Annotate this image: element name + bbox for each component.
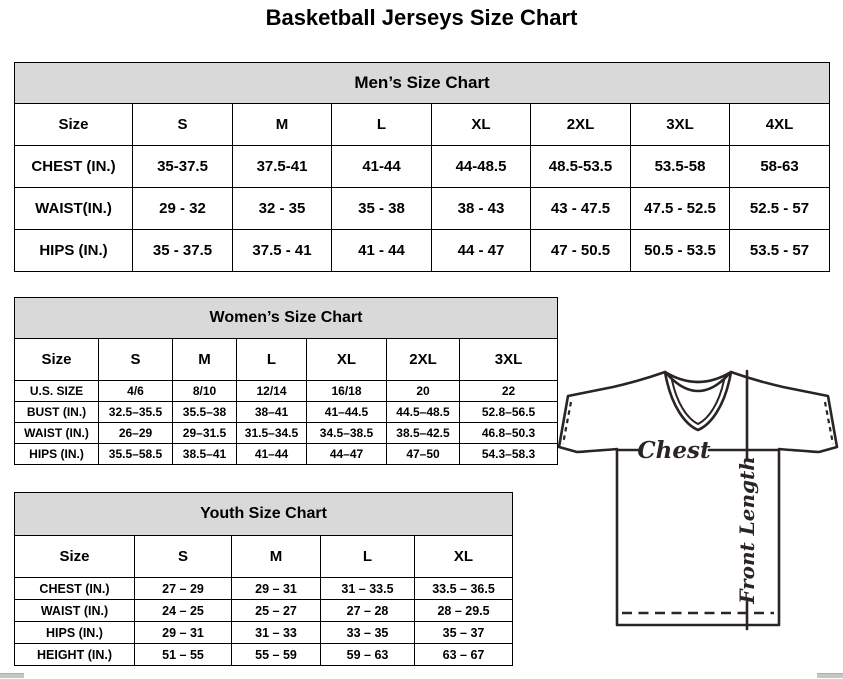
- mens-size-header: Size: [15, 104, 133, 146]
- mens-waist-cell: 35 - 38: [332, 188, 432, 230]
- womens-hips-cell: 41–44: [237, 444, 307, 465]
- mens-waist-cell: 38 - 43: [432, 188, 531, 230]
- mens-chest-cell: 41-44: [332, 146, 432, 188]
- womens-size-header: Size: [15, 339, 99, 381]
- womens-col-header-m: M: [173, 339, 237, 381]
- womens-hips-cell: 35.5–58.5: [99, 444, 173, 465]
- youth-height-cell: 51 – 55: [135, 644, 232, 666]
- chest-measure-label: Chest: [637, 437, 711, 464]
- mens-col-header-s: S: [133, 104, 233, 146]
- womens-waist-cell: 31.5–34.5: [237, 423, 307, 444]
- womens-row-label-hips: HIPS (IN.): [15, 444, 99, 465]
- womens-ussize-cell: 16/18: [307, 381, 387, 402]
- youth-size-table: [14, 492, 513, 666]
- mens-row-label-chest: CHEST (IN.): [15, 146, 133, 188]
- womens-ussize-cell: 8/10: [173, 381, 237, 402]
- mens-table-title: Men’s Size Chart: [15, 63, 830, 104]
- youth-waist-cell: 25 – 27: [232, 600, 321, 622]
- mens-col-header-xl: XL: [432, 104, 531, 146]
- womens-waist-row: [15, 423, 558, 444]
- horizontal-scrollbar-thumb-right[interactable]: [817, 673, 843, 678]
- mens-row-label-hips: HIPS (IN.): [15, 230, 133, 272]
- mens-chest-cell: 44-48.5: [432, 146, 531, 188]
- womens-bust-cell: 32.5–35.5: [99, 402, 173, 423]
- mens-hips-cell: 50.5 - 53.5: [631, 230, 730, 272]
- front-length-measure-label: Front Length: [735, 456, 759, 604]
- womens-row-label-bust: BUST (IN.): [15, 402, 99, 423]
- womens-hips-cell: 44–47: [307, 444, 387, 465]
- mens-hips-cell: 47 - 50.5: [531, 230, 631, 272]
- mens-waist-cell: 47.5 - 52.5: [631, 188, 730, 230]
- mens-waist-cell: 29 - 32: [133, 188, 233, 230]
- youth-chest-cell: 29 – 31: [232, 578, 321, 600]
- youth-height-cell: 59 – 63: [321, 644, 415, 666]
- mens-waist-cell: 43 - 47.5: [531, 188, 631, 230]
- youth-chest-cell: 33.5 – 36.5: [415, 578, 513, 600]
- youth-col-header-xl: XL: [415, 536, 513, 578]
- mens-chest-row: [15, 146, 830, 188]
- womens-ussize-cell: 4/6: [99, 381, 173, 402]
- youth-chest-row: [15, 578, 513, 600]
- youth-row-label-height: HEIGHT (IN.): [15, 644, 135, 666]
- womens-hips-cell: 47–50: [387, 444, 460, 465]
- womens-waist-cell: 38.5–42.5: [387, 423, 460, 444]
- womens-bust-cell: 35.5–38: [173, 402, 237, 423]
- mens-col-header-l: L: [332, 104, 432, 146]
- youth-chest-cell: 31 – 33.5: [321, 578, 415, 600]
- womens-hips-cell: 38.5–41: [173, 444, 237, 465]
- horizontal-scrollbar-thumb-left[interactable]: [0, 673, 24, 678]
- mens-col-header-2xl: 2XL: [531, 104, 631, 146]
- page-title: Basketball Jerseys Size Chart: [265, 5, 578, 30]
- mens-chest-cell: 53.5-58: [631, 146, 730, 188]
- youth-col-header-l: L: [321, 536, 415, 578]
- womens-ussize-row: [15, 381, 558, 402]
- youth-hips-row: [15, 622, 513, 644]
- mens-hips-cell: 41 - 44: [332, 230, 432, 272]
- womens-bust-row: [15, 402, 558, 423]
- mens-row-label-waist: WAIST(IN.): [15, 188, 133, 230]
- womens-col-header-3xl: 3XL: [460, 339, 558, 381]
- youth-row-label-waist: WAIST (IN.): [15, 600, 135, 622]
- mens-chest-cell: 37.5-41: [233, 146, 332, 188]
- womens-hips-cell: 54.3–58.3: [460, 444, 558, 465]
- womens-col-header-2xl: 2XL: [387, 339, 460, 381]
- womens-col-header-l: L: [237, 339, 307, 381]
- womens-table-title: Women’s Size Chart: [15, 298, 558, 339]
- mens-hips-cell: 53.5 - 57: [730, 230, 830, 272]
- youth-hips-cell: 29 – 31: [135, 622, 232, 644]
- mens-hips-row: [15, 230, 830, 272]
- jersey-outline: [559, 372, 837, 625]
- womens-row-label-ussize: U.S. SIZE: [15, 381, 99, 402]
- youth-hips-cell: 33 – 35: [321, 622, 415, 644]
- womens-waist-cell: 34.5–38.5: [307, 423, 387, 444]
- mens-size-table: [14, 62, 830, 272]
- youth-col-header-m: M: [232, 536, 321, 578]
- womens-waist-cell: 29–31.5: [173, 423, 237, 444]
- mens-col-header-4xl: 4XL: [730, 104, 830, 146]
- youth-hips-cell: 31 – 33: [232, 622, 321, 644]
- jersey-measurement-diagram: [556, 362, 843, 664]
- womens-hips-row: [15, 444, 558, 465]
- mens-waist-row: [15, 188, 830, 230]
- mens-hips-cell: 35 - 37.5: [133, 230, 233, 272]
- youth-table-title: Youth Size Chart: [15, 493, 513, 536]
- mens-chest-cell: 58-63: [730, 146, 830, 188]
- youth-height-cell: 63 – 67: [415, 644, 513, 666]
- mens-hips-cell: 44 - 47: [432, 230, 531, 272]
- womens-bust-cell: 41–44.5: [307, 402, 387, 423]
- youth-waist-row: [15, 600, 513, 622]
- youth-height-cell: 55 – 59: [232, 644, 321, 666]
- youth-waist-cell: 28 – 29.5: [415, 600, 513, 622]
- youth-size-header: Size: [15, 536, 135, 578]
- womens-row-label-waist: WAIST (IN.): [15, 423, 99, 444]
- mens-hips-cell: 37.5 - 41: [233, 230, 332, 272]
- womens-waist-cell: 26–29: [99, 423, 173, 444]
- youth-hips-cell: 35 – 37: [415, 622, 513, 644]
- womens-ussize-cell: 20: [387, 381, 460, 402]
- womens-size-table: [14, 297, 558, 465]
- mens-col-header-m: M: [233, 104, 332, 146]
- mens-waist-cell: 32 - 35: [233, 188, 332, 230]
- mens-chest-cell: 35-37.5: [133, 146, 233, 188]
- womens-col-header-s: S: [99, 339, 173, 381]
- womens-bust-cell: 38–41: [237, 402, 307, 423]
- youth-col-header-s: S: [135, 536, 232, 578]
- youth-row-label-chest: CHEST (IN.): [15, 578, 135, 600]
- youth-waist-cell: 24 – 25: [135, 600, 232, 622]
- womens-bust-cell: 44.5–48.5: [387, 402, 460, 423]
- womens-waist-cell: 46.8–50.3: [460, 423, 558, 444]
- youth-row-label-hips: HIPS (IN.): [15, 622, 135, 644]
- youth-chest-cell: 27 – 29: [135, 578, 232, 600]
- youth-height-row: [15, 644, 513, 666]
- womens-ussize-cell: 22: [460, 381, 558, 402]
- youth-waist-cell: 27 – 28: [321, 600, 415, 622]
- womens-ussize-cell: 12/14: [237, 381, 307, 402]
- mens-chest-cell: 48.5-53.5: [531, 146, 631, 188]
- womens-bust-cell: 52.8–56.5: [460, 402, 558, 423]
- mens-col-header-3xl: 3XL: [631, 104, 730, 146]
- womens-col-header-xl: XL: [307, 339, 387, 381]
- mens-waist-cell: 52.5 - 57: [730, 188, 830, 230]
